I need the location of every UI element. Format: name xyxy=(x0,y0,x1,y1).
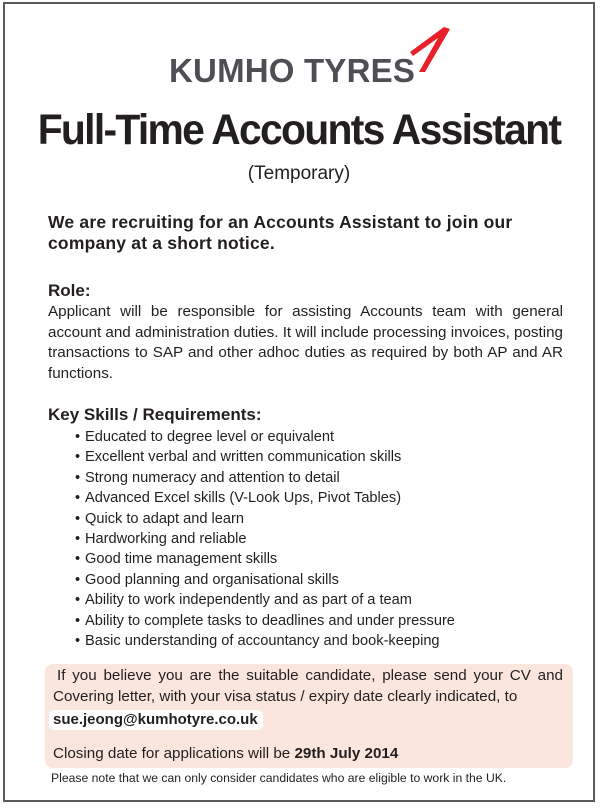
skills-heading: Key Skills / Requirements: xyxy=(48,405,262,424)
skill-item xyxy=(75,509,455,529)
closing-date-label: Closing date for applications will be xyxy=(53,745,291,762)
contact-email-link[interactable]: sue.jeong@kumhotyre.co.uk xyxy=(49,710,263,730)
skills-list xyxy=(75,427,455,651)
skill-item xyxy=(75,447,455,467)
job-type: (Temporary) xyxy=(247,163,351,184)
eligibility-note: Please note that we can only consider candidates who are eligible to work in the UK. xyxy=(51,771,507,785)
skill-text: Ability to work independently and as part of a team xyxy=(85,592,412,609)
logo-swoosh-icon xyxy=(408,22,452,74)
skill-text: Strong numeracy and attention to detail xyxy=(85,469,340,486)
bullet-icon: • xyxy=(75,469,81,486)
skill-item xyxy=(75,427,455,447)
skill-item xyxy=(75,529,455,549)
skill-item xyxy=(75,590,455,610)
skill-text: Educated to degree level or equivalent xyxy=(85,429,335,445)
skill-item xyxy=(75,611,455,631)
skill-text: Excellent verbal and written communication skills xyxy=(85,449,402,466)
bullet-icon: • xyxy=(75,429,81,445)
skill-text: Quick to adapt and learn xyxy=(85,510,245,527)
bullet-icon: • xyxy=(75,571,81,588)
application-info-box xyxy=(45,664,573,768)
bullet-icon: • xyxy=(75,490,81,507)
skill-text: Basic understanding of accountancy and book-keeping xyxy=(85,633,440,650)
bullet-icon: • xyxy=(75,592,81,609)
job-advert-page xyxy=(3,2,595,802)
skill-text: Hardworking and reliable xyxy=(85,531,247,548)
closing-date-value: 29th July 2014 xyxy=(294,745,399,762)
bullet-icon: • xyxy=(75,612,81,629)
skill-item xyxy=(75,570,455,590)
bullet-icon: • xyxy=(75,510,81,527)
bullet-icon: • xyxy=(75,633,81,650)
skill-item xyxy=(75,549,455,569)
role-description: Applicant will be responsible for assisting Accounts team with general account and administration duties. It will include processing invoices, posting transactions to SAP and other adhoc duties as required by both AP and AR functions. xyxy=(48,303,563,382)
bullet-icon: • xyxy=(75,449,81,466)
bullet-icon: • xyxy=(75,551,81,568)
job-title: Full-Time Accounts Assistant xyxy=(37,106,561,154)
bullet-icon: • xyxy=(75,531,81,548)
skill-item xyxy=(75,468,455,488)
skill-text: Advanced Excel skills (V-Look Ups, Pivot Tables) xyxy=(85,490,402,507)
role-heading: Role: xyxy=(48,281,91,300)
intro-text: We are recruiting for an Accounts Assistant to join our company at a short notice. xyxy=(48,212,513,253)
kumho-tyres-logo xyxy=(165,22,455,92)
skill-item xyxy=(75,631,455,651)
skill-text: Good planning and organisational skills xyxy=(85,571,339,588)
closing-date-line xyxy=(53,745,398,762)
skill-text: Good time management skills xyxy=(85,551,278,568)
application-instructions: If you believe you are the suitable candidate, please send your CV and Covering letter, with your visa status / expiry date clearly indicated, to xyxy=(53,667,563,705)
skill-item xyxy=(75,488,455,508)
skill-text: Ability to complete tasks to deadlines and under pressure xyxy=(85,612,455,629)
logo-wordmark: KUMHO TYRES xyxy=(169,52,416,89)
